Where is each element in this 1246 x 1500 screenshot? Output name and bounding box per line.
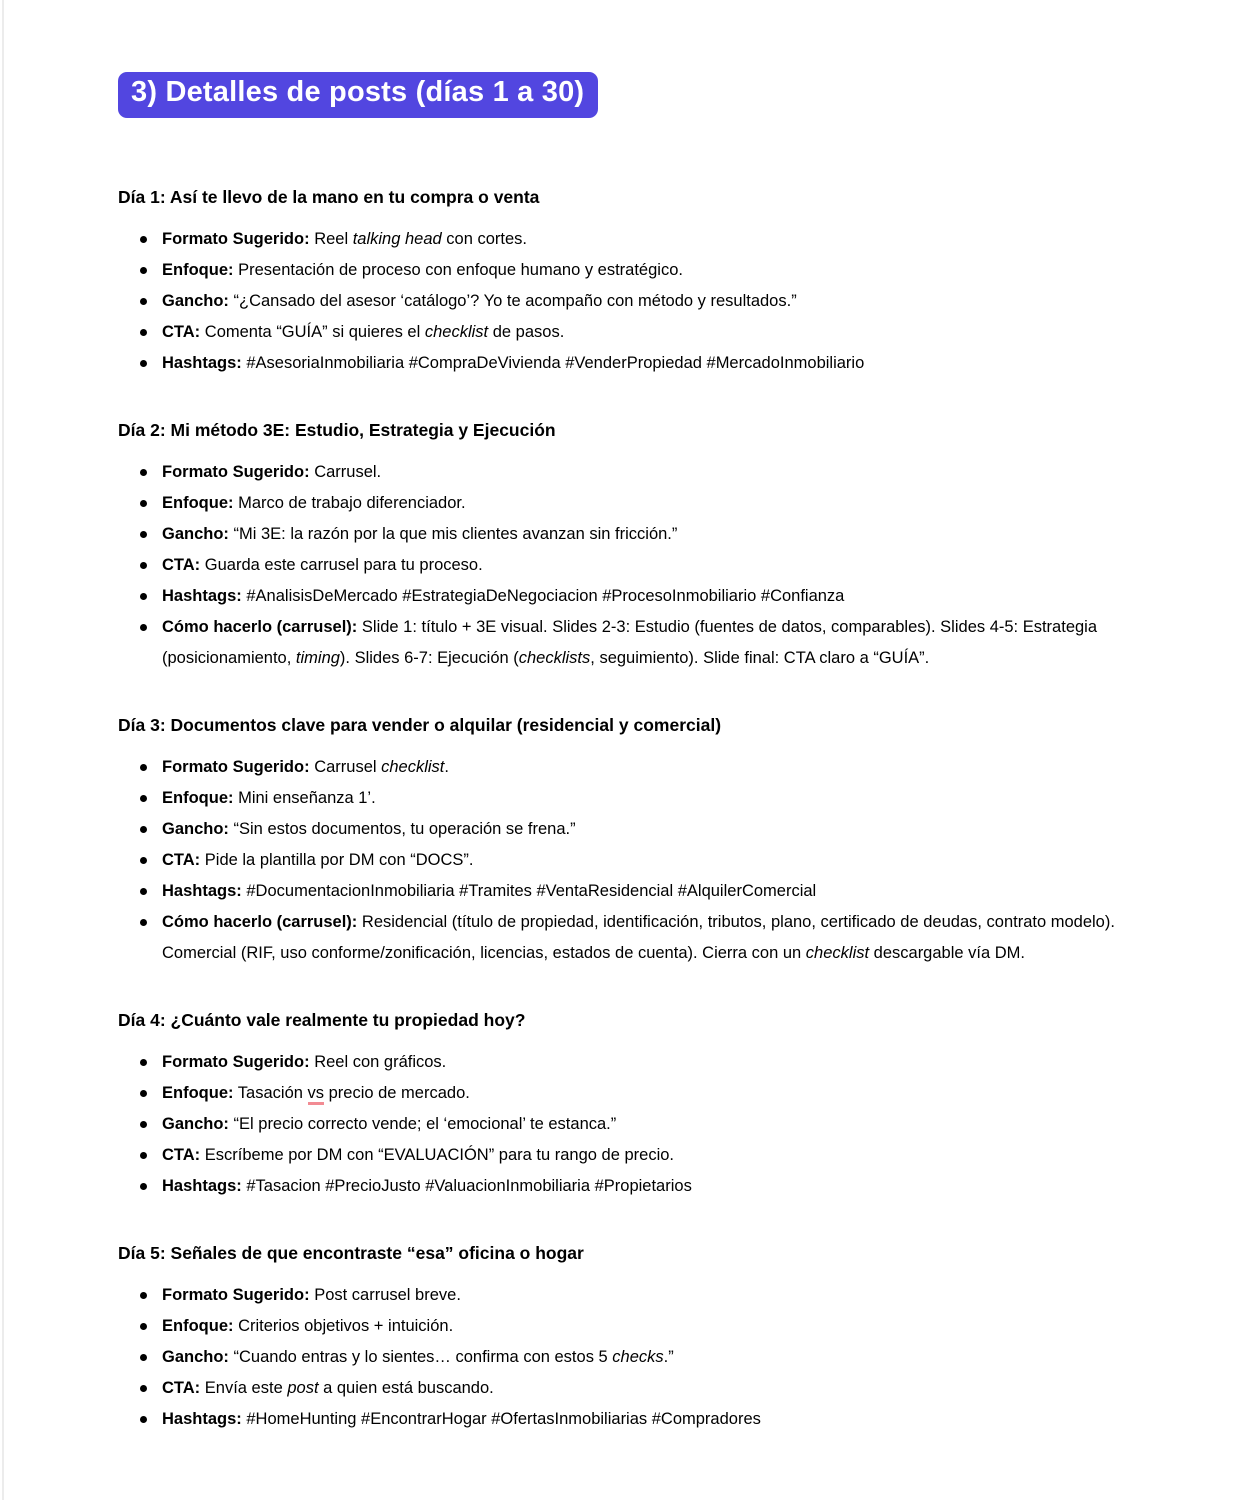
bullet-text bbox=[314, 230, 527, 248]
bullet-item bbox=[162, 752, 1130, 783]
text-run: Carrusel. bbox=[314, 463, 382, 482]
text-run: Criterios objetivos + intuición. bbox=[238, 1317, 454, 1336]
bullet-text bbox=[205, 323, 565, 341]
text-run: Presentación de proceso con enfoque humano y estratégico. bbox=[238, 261, 683, 280]
bullet-item bbox=[162, 1109, 1130, 1140]
bullet-text bbox=[246, 1177, 691, 1195]
page-left-edge bbox=[2, 0, 4, 1500]
bullet-item bbox=[162, 1311, 1130, 1342]
bullet-label: Enfoque: bbox=[162, 789, 234, 808]
text-run: “Sin estos documentos, tu operación se frena.” bbox=[233, 820, 576, 839]
bullet-item bbox=[162, 581, 1130, 612]
day-bullet-list bbox=[118, 752, 1130, 969]
italic-text-run: checklists bbox=[518, 649, 591, 668]
bullet-label: Cómo hacerlo (carrusel): bbox=[162, 913, 358, 932]
bullet-label: Enfoque: bbox=[162, 261, 234, 280]
bullet-label: Gancho: bbox=[162, 1348, 229, 1367]
bullet-item bbox=[162, 1404, 1130, 1435]
bullet-text bbox=[238, 494, 465, 512]
bullet-label: Hashtags: bbox=[162, 587, 242, 606]
bullet-item bbox=[162, 317, 1130, 348]
bullet-label: Formato Sugerido: bbox=[162, 758, 310, 777]
bullet-text bbox=[314, 1286, 461, 1304]
section-title: 3) Detalles de posts (días 1 a 30) bbox=[118, 72, 598, 118]
bullet-label: Formato Sugerido: bbox=[162, 230, 310, 249]
bullet-item bbox=[162, 1078, 1130, 1109]
bullet-item bbox=[162, 783, 1130, 814]
text-run: Tasación bbox=[237, 1084, 308, 1103]
bullet-text bbox=[234, 1115, 617, 1133]
bullet-text bbox=[234, 1348, 674, 1366]
day-bullet-list bbox=[118, 1047, 1130, 1202]
text-run: “¿Cansado del asesor ‘catálogo’? Yo te acompaño con método y resultados.” bbox=[233, 292, 797, 311]
spellcheck-flagged-text: vs bbox=[308, 1084, 325, 1105]
text-run: #AsesoriaInmobiliaria #CompraDeVivienda #VenderPropiedad #MercadoInmobiliario bbox=[246, 354, 865, 373]
text-run: Reel bbox=[314, 230, 353, 249]
bullet-text bbox=[234, 292, 797, 310]
bullet-label: CTA: bbox=[162, 1379, 201, 1398]
bullet-text bbox=[238, 1317, 453, 1335]
text-run: precio de mercado. bbox=[324, 1084, 470, 1103]
text-run: “Mi 3E: la razón por la que mis clientes avanzan sin fricción.” bbox=[233, 525, 678, 544]
bullet-item bbox=[162, 457, 1130, 488]
bullet-text bbox=[238, 261, 683, 279]
text-run: , seguimiento). Slide final: CTA claro a “GUÍA”. bbox=[590, 649, 930, 668]
text-run: #Tasacion #PrecioJusto #ValuacionInmobiliaria #Propietarios bbox=[246, 1177, 692, 1196]
bullet-item bbox=[162, 1280, 1130, 1311]
text-run: Mini enseñanza 1’. bbox=[238, 789, 376, 808]
days-container bbox=[118, 186, 1130, 1435]
italic-text-run: post bbox=[287, 1379, 319, 1398]
bullet-label: CTA: bbox=[162, 556, 201, 575]
text-run: Pide la plantilla por DM con “DOCS”. bbox=[204, 851, 474, 870]
bullet-item bbox=[162, 348, 1130, 379]
bullet-item bbox=[162, 1342, 1130, 1373]
text-run: de pasos. bbox=[488, 323, 565, 342]
bullet-label: Formato Sugerido: bbox=[162, 463, 310, 482]
bullet-text bbox=[234, 525, 678, 543]
text-run: #HomeHunting #EncontrarHogar #OfertasInmobiliarias #Compradores bbox=[246, 1410, 761, 1429]
bullet-item bbox=[162, 1047, 1130, 1078]
bullet-item bbox=[162, 1171, 1130, 1202]
italic-text-run: checklist bbox=[424, 323, 489, 342]
text-run: Carrusel bbox=[314, 758, 382, 777]
italic-text-run: checks bbox=[612, 1348, 664, 1367]
text-run: .” bbox=[663, 1348, 674, 1367]
bullet-item bbox=[162, 255, 1130, 286]
bullet-text bbox=[314, 758, 449, 776]
text-run: . bbox=[444, 758, 449, 777]
bullet-item bbox=[162, 845, 1130, 876]
bullet-item bbox=[162, 612, 1130, 674]
day-section bbox=[118, 419, 1130, 674]
italic-text-run: checklist bbox=[381, 758, 445, 777]
text-run: #AnalisisDeMercado #EstrategiaDeNegociacion #ProcesoInmobiliario #Confianza bbox=[246, 587, 845, 606]
text-run: Marco de trabajo diferenciador. bbox=[238, 494, 466, 513]
day-heading: Día 1: Así te llevo de la mano en tu compra o venta bbox=[118, 187, 540, 208]
bullet-item bbox=[162, 814, 1130, 845]
bullet-label: Enfoque: bbox=[162, 1317, 234, 1336]
text-run: Post carrusel breve. bbox=[314, 1286, 461, 1305]
day-section bbox=[118, 714, 1130, 969]
bullet-label: Hashtags: bbox=[162, 1410, 242, 1429]
bullet-item bbox=[162, 224, 1130, 255]
bullet-label: Hashtags: bbox=[162, 1177, 242, 1196]
bullet-item bbox=[162, 550, 1130, 581]
bullet-label: Enfoque: bbox=[162, 1084, 234, 1103]
bullet-item bbox=[162, 1373, 1130, 1404]
bullet-text bbox=[238, 1084, 470, 1105]
text-run: Residencial (título de propiedad, identificación, tributos, plano, certificado de deudas, contrato modelo). Comercial (RIF, uso conforme/zonificación, licencias, estados de cuenta). Cierra con un bbox=[162, 913, 1115, 963]
bullet-item bbox=[162, 286, 1130, 317]
text-run: Envía este bbox=[204, 1379, 288, 1398]
day-heading: Día 4: ¿Cuánto vale realmente tu propiedad hoy? bbox=[118, 1010, 526, 1031]
bullet-item bbox=[162, 519, 1130, 550]
day-bullet-list bbox=[118, 224, 1130, 379]
text-run: Comenta “GUÍA” si quieres el bbox=[204, 323, 425, 342]
italic-text-run: talking head bbox=[352, 230, 442, 249]
bullet-label: Formato Sugerido: bbox=[162, 1286, 310, 1305]
bullet-text bbox=[205, 1379, 494, 1397]
text-run: “Cuando entras y lo sientes… confirma con estos 5 bbox=[233, 1348, 613, 1367]
bullet-label: Cómo hacerlo (carrusel): bbox=[162, 618, 358, 637]
bullet-text bbox=[246, 354, 864, 372]
bullet-label: Hashtags: bbox=[162, 354, 242, 373]
bullet-label: CTA: bbox=[162, 323, 201, 342]
day-section bbox=[118, 1242, 1130, 1435]
bullet-item bbox=[162, 876, 1130, 907]
day-bullet-list bbox=[118, 1280, 1130, 1435]
bullet-item bbox=[162, 488, 1130, 519]
text-run: Slide 1: título + 3E visual. Slides 2-3: Estudio (fuentes de datos, comparables). Slides 4-5: Estrategia (posicionamiento, bbox=[162, 618, 1098, 668]
day-section bbox=[118, 186, 1130, 379]
day-heading: Día 2: Mi método 3E: Estudio, Estrategia y Ejecución bbox=[118, 420, 556, 441]
bullet-text bbox=[205, 851, 474, 869]
bullet-item bbox=[162, 907, 1130, 969]
bullet-label: Gancho: bbox=[162, 1115, 229, 1134]
bullet-label: Formato Sugerido: bbox=[162, 1053, 310, 1072]
text-run: Reel con gráficos. bbox=[314, 1053, 447, 1072]
bullet-label: CTA: bbox=[162, 1146, 201, 1165]
text-run: a quien está buscando. bbox=[318, 1379, 494, 1398]
bullet-text bbox=[238, 789, 376, 807]
bullet-label: Gancho: bbox=[162, 820, 229, 839]
bullet-text bbox=[205, 556, 483, 574]
bullet-text bbox=[246, 882, 816, 900]
text-run: #DocumentacionInmobiliaria #Tramites #VentaResidencial #AlquilerComercial bbox=[246, 882, 817, 901]
bullet-text bbox=[314, 1053, 446, 1071]
italic-text-run: timing bbox=[295, 649, 340, 668]
text-run: con cortes. bbox=[441, 230, 528, 249]
day-section bbox=[118, 1009, 1130, 1202]
text-run: Escríbeme por DM con “EVALUACIÓN” para tu rango de precio. bbox=[204, 1146, 674, 1165]
day-heading: Día 3: Documentos clave para vender o alquilar (residencial y comercial) bbox=[118, 715, 722, 736]
bullet-text bbox=[205, 1146, 674, 1164]
bullet-text bbox=[314, 463, 381, 481]
bullet-label: Gancho: bbox=[162, 292, 229, 311]
bullet-text bbox=[246, 587, 844, 605]
bullet-label: CTA: bbox=[162, 851, 201, 870]
bullet-label: Gancho: bbox=[162, 525, 229, 544]
bullet-text bbox=[234, 820, 576, 838]
italic-text-run: checklist bbox=[805, 944, 870, 963]
text-run: Guarda este carrusel para tu proceso. bbox=[204, 556, 483, 575]
bullet-item bbox=[162, 1140, 1130, 1171]
text-run: ). Slides 6-7: Ejecución ( bbox=[339, 649, 519, 668]
day-bullet-list bbox=[118, 457, 1130, 674]
bullet-label: Hashtags: bbox=[162, 882, 242, 901]
bullet-label: Enfoque: bbox=[162, 494, 234, 513]
bullet-text bbox=[246, 1410, 761, 1428]
day-heading: Día 5: Señales de que encontraste “esa” oficina o hogar bbox=[118, 1243, 584, 1264]
text-run: descargable vía DM. bbox=[869, 944, 1025, 963]
text-run: “El precio correcto vende; el ‘emocional’ te estanca.” bbox=[233, 1115, 617, 1134]
